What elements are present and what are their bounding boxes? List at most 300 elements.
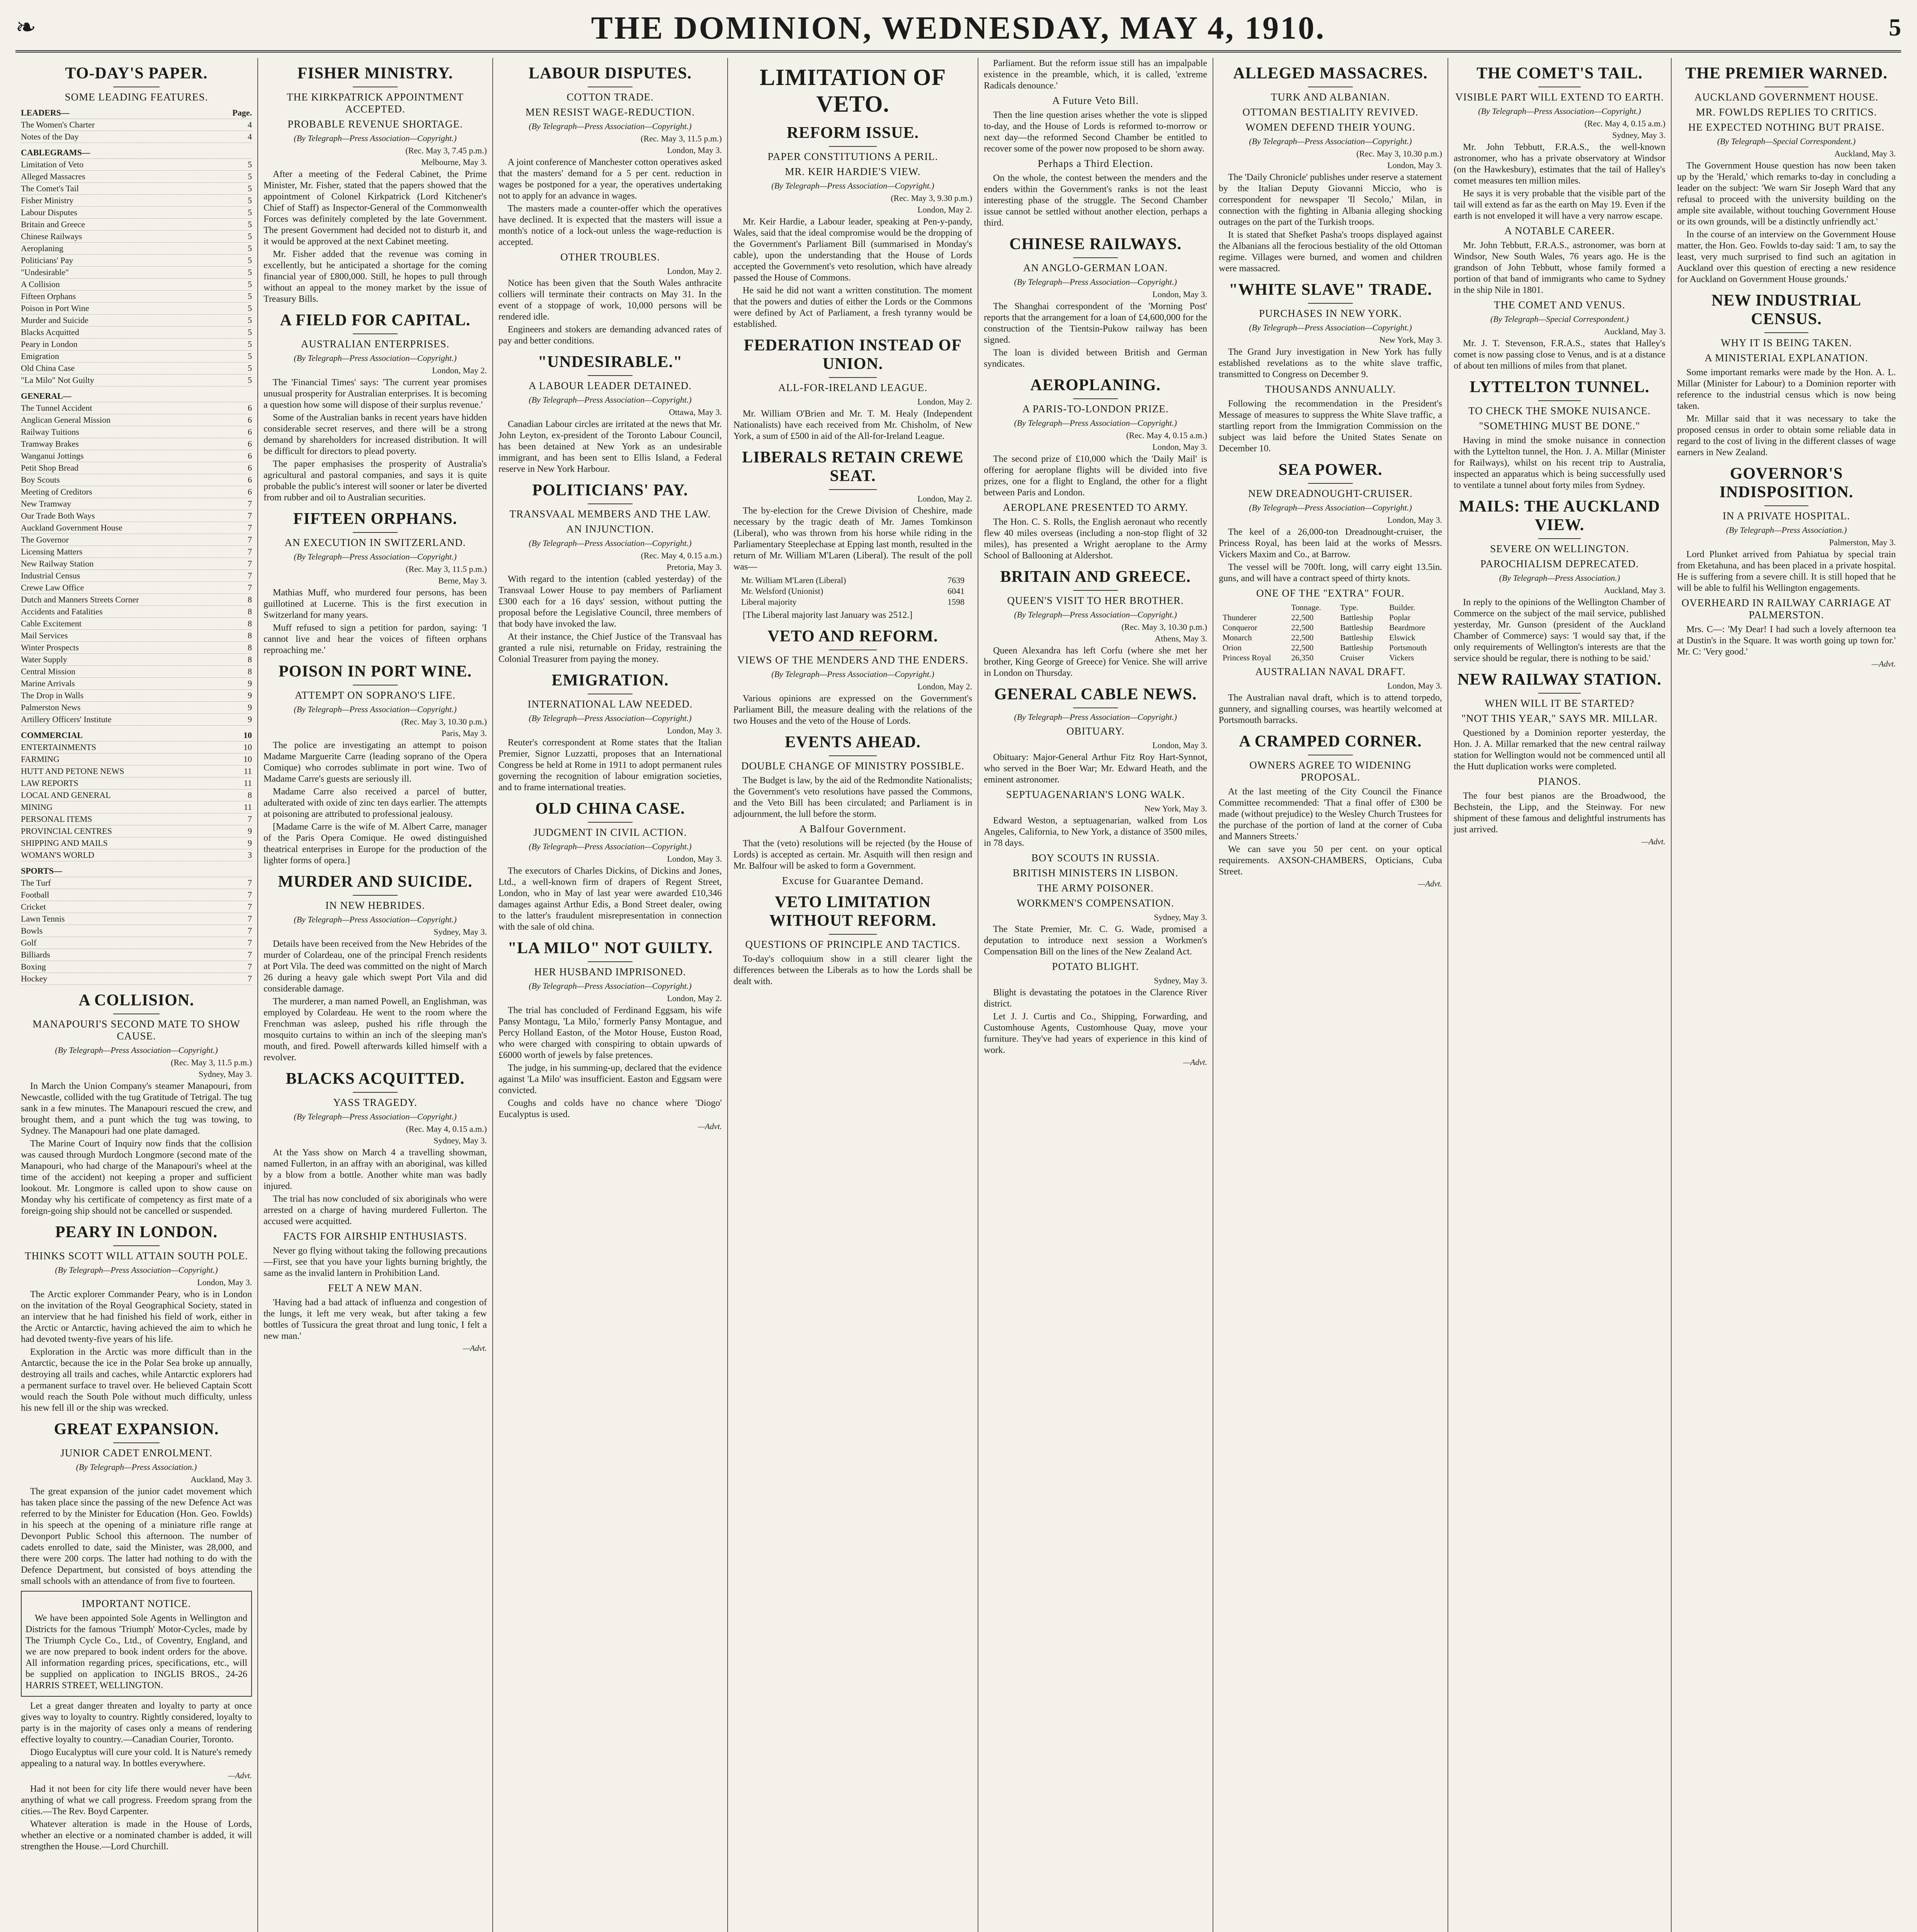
contents-label: Palmerston News [21, 702, 81, 712]
article-paragraph: Blight is devastating the potatoes in the Clarence River district. [984, 988, 1207, 1009]
byline: (By Telegraph—Press Association—Copyright.) [1249, 323, 1412, 332]
headline: LABOUR DISPUTES. [528, 65, 692, 82]
byline: (By Telegraph—Press Association—Copyright.) [294, 1112, 457, 1121]
ship-row [1223, 653, 1438, 663]
headline-rule [1308, 483, 1353, 484]
ship-row [1223, 622, 1438, 633]
dateline: London, May 3. [667, 726, 722, 735]
article-paragraph: Whatever alteration is made in the House of Lords, whether an elective or a nominated chamber is added, it will strengthen the House.—Lord Churchill. [21, 1819, 252, 1852]
contents-row [21, 279, 252, 291]
byline: (By Telegraph—Press Association—Copyright.) [294, 704, 457, 714]
contents-page: 9 [248, 714, 252, 724]
article-paragraph: Engineers and stokers are demanding advanced rates of pay and better conditions. [498, 325, 722, 346]
subheadline: THINKS SCOTT WILL ATTAIN SOUTH POLE. [25, 1250, 248, 1262]
subheadline: TO CHECK THE SMOKE NUISANCE. [1468, 405, 1651, 417]
article-paragraph: [The Liberal majority last January was 2512.] [743, 610, 913, 620]
headline: THE COMET'S TAIL. [1476, 65, 1643, 82]
headline: NEW INDUSTRIAL CENSUS. [1711, 292, 1861, 328]
headline: AEROPLANING. [1030, 376, 1161, 394]
subheadline: HE EXPECTED NOTHING BUT PRAISE. [1688, 121, 1885, 133]
dateline: London, May 2. [917, 205, 972, 214]
contents-label: Wanganui Jottings [21, 451, 84, 461]
dateline: London, May 3. [1152, 289, 1207, 299]
headline-rule [353, 333, 398, 334]
byline: (By Telegraph—Press Association.) [76, 1462, 197, 1472]
dateline: Sydney, May 3. [1154, 976, 1207, 985]
article-paragraph: It is stated that Shefket Pasha's troops displayed against the Albanians all the ferocious bestiality of the old Ottoman regime. Villages were burned, and women and children were massacred. [1219, 230, 1442, 274]
article-paragraph: In the course of an interview on the Government House matter, the Hon. Geo. Fowlds to-day said: 'I am, to say the least, very much surprised to find such an agitation in Auckland over this question of erecting a new residence for Auckland on Government House grounds.' [1677, 230, 1896, 284]
contents-row [21, 973, 252, 985]
contents-row [21, 558, 252, 570]
byline: (By Telegraph—Press Association—Copyright.) [294, 133, 457, 143]
subheadline: A NOTABLE CAREER. [1504, 225, 1615, 236]
subheadline: COTTON TRADE. [566, 91, 654, 103]
vote-count: 7639 [947, 575, 964, 585]
headline-rule [829, 934, 877, 935]
candidate-name: Mr. William M'Laren (Liberal) [741, 575, 846, 585]
article-paragraph: The trial has now concluded of six aboriginals who were arrested on a charge of having murdered Fullerton. The accused were acquitted. [264, 1194, 487, 1226]
article-paragraph: The by-election for the Crewe Division of Cheshire, made necessary by the tragic death of Mr. James Tomkinson (Liberal), who was thrown from his horse while riding in the Parliamentary Steeplechase at Epping last month, resulted in the return of Mr. William M'Laren (Liberal). The result of the poll was— [733, 506, 972, 572]
contents-label: The Turf [21, 878, 51, 888]
contents-row [21, 837, 252, 849]
ship-cell: Cruiser [1340, 653, 1364, 662]
headline: LIMITATION OF VETO. [759, 65, 946, 117]
subheadline: MEN RESIST WAGE-REDUCTION. [525, 106, 695, 118]
contents-label: FARMING [21, 754, 60, 764]
contents-label: Industrial Census [21, 571, 80, 580]
contents-page: 9 [248, 838, 252, 848]
contents-label: Boy Scouts [21, 475, 60, 485]
article-paragraph: To-day's colloquium show in a still clearer light the differences between the Liberals as to how the Lords shall be dealt with. [733, 954, 972, 986]
article-paragraph: Mr. Fisher added that the revenue was coming in excellently, but he anticipated a shortage for the coming financial year of £800,000. Still, he hopes to pull through without an appeal to the money market by the issue of Treasury Bills. [264, 249, 487, 304]
contents-row [21, 570, 252, 582]
headline-rule [588, 503, 633, 504]
dateline: (Rec. May 3, 11.5 p.m.) [171, 1058, 252, 1067]
contents-row [21, 219, 252, 231]
headline: FIFTEEN ORPHANS. [293, 510, 458, 528]
contents-label: COMMERCIAL [21, 730, 83, 740]
contents-row [21, 362, 252, 374]
contents-page: 5 [248, 231, 252, 241]
article-paragraph: Let a great danger threaten and loyalty to party at once gives way to loyalty to country. Rightly considered, loyalty to party is in the majority of cases only a means of rendering effective loyalty to country.—Canadian Courier, Toronto. [21, 1701, 252, 1745]
contents-label: Petit Shop Bread [21, 463, 79, 473]
contents-row [21, 131, 252, 143]
contents-label: Accidents and Fatalities [21, 607, 103, 616]
article-paragraph: The Budget is law, by the aid of the Redmondite Nationalists; the Government's veto resolutions have passed the Commons, and the Veto Bill has been circulated; and Parliament is in adjournment, the lull before the storm. [733, 776, 972, 819]
contents-row [21, 498, 252, 510]
dateline: London, May 3. [1387, 515, 1442, 525]
contents-page: 5 [248, 303, 252, 313]
subheadline: "SOMETHING MUST BE DONE." [1479, 420, 1640, 432]
ship-cell: Battleship [1340, 633, 1373, 642]
subheadline: HER HUSBAND IMPRISONED. [534, 966, 686, 978]
headline: LYTTELTON TUNNEL. [1470, 378, 1650, 396]
contents-label: LAW REPORTS [21, 778, 78, 788]
subheadline: AUCKLAND GOVERNMENT HOUSE. [1694, 91, 1879, 103]
contents-page: 7 [248, 962, 252, 971]
contents-row [21, 171, 252, 183]
byline: (By Telegraph—Press Association—Copyright.) [529, 538, 692, 548]
article-paragraph: 'Having had a bad attack of influenza and congestion of the lungs, it left me very weak, but after taking a few bottles of Tussicura the great throat and lung tonic, I felt a new man.' [264, 1298, 487, 1341]
subheadline: AN EXECUTION IN SWITZERLAND. [284, 537, 466, 548]
contents-label: The Tunnel Accident [21, 403, 92, 413]
article-paragraph: Then the line question arises whether the vote is slipped to-day, and the House of Lords is reformed to-morrow or next day—the reformed Second Chamber be entitled to recover some of the power now proposed to be shorn away. [984, 110, 1207, 154]
dateline: London, May 2. [917, 682, 972, 691]
contents-page: 8 [248, 643, 252, 652]
contents-row [21, 913, 252, 925]
contents-row [21, 546, 252, 558]
masthead-ornament: ❧ [15, 14, 36, 41]
subheadline: FELT A NEW MAN. [328, 1282, 423, 1294]
contents-label: Water Supply [21, 655, 67, 664]
headline-rule [1538, 538, 1581, 539]
contents-row [21, 618, 252, 630]
byline: (By Telegraph—Press Association—Copyright.) [771, 669, 934, 679]
contents-label: Licensing Matters [21, 547, 83, 556]
contents-label: Railway Tuitions [21, 427, 79, 437]
subheadline: "NOT THIS YEAR," SAYS MR. MILLAR. [1461, 713, 1658, 724]
ship-cell: Poplar [1389, 613, 1410, 622]
subheadline: BRITISH MINISTERS IN LISBON. [1012, 867, 1179, 879]
contents-label: Our Trade Both Ways [21, 511, 95, 520]
contents-page: Page. [232, 108, 252, 117]
dateline: New York, May 3. [1379, 335, 1442, 345]
contents-label: A Collision [21, 279, 60, 289]
contents-label: The Governor [21, 535, 69, 544]
contents-row [21, 243, 252, 255]
contents-page: 6 [248, 415, 252, 425]
contents-page: 7 [248, 974, 252, 983]
subheadline: QUESTIONS OF PRINCIPLE AND TACTICS. [745, 939, 961, 950]
subheadline: THOUSANDS ANNUALLY. [1265, 383, 1396, 395]
subheadline: OTHER TROUBLES. [560, 251, 660, 263]
dateline: Sydney, May 3. [1612, 130, 1665, 140]
ship-cell: 22,500 [1291, 613, 1314, 622]
ship-row [1223, 643, 1438, 653]
contents-label: Britain and Greece [21, 219, 85, 229]
contents-label: "Undesirable" [21, 267, 69, 277]
article-paragraph: We can save you 50 per cent. on your optical requirements. AXSON-CHAMBERS, Opticians, Cuba Street. [1219, 844, 1442, 877]
contents-page: 7 [248, 902, 252, 912]
subheadline: AEROPLANE PRESENTED TO ARMY. [1003, 502, 1188, 513]
article-paragraph: Obituary: Major-General Arthur Fitz Roy Hart-Synnot, who served in the Boer War; Mr. Edward Heath, and the eminent astronomer. [984, 752, 1207, 785]
contents-row [21, 183, 252, 195]
contents-label: Fifteen Orphans [21, 291, 76, 301]
byline: (By Telegraph—Press Association—Copyright.) [294, 552, 457, 561]
contents-page: 7 [248, 914, 252, 923]
ship-cell: Builder. [1389, 603, 1415, 612]
headline: A CRAMPED CORNER. [1239, 733, 1422, 750]
subheadline: YASS TRAGEDY. [333, 1097, 417, 1108]
contents-page: 8 [248, 655, 252, 664]
contents-row [21, 267, 252, 279]
article-paragraph: The four best pianos are the Broadwood, the Bechstein, the Lipp, and the Steinway. For new shipment of these famous and delightful instruments has just arrived. [1454, 791, 1665, 835]
subheadline: A LABOUR LEADER DETAINED. [529, 380, 692, 391]
dateline: London, May 3. [667, 854, 722, 864]
headline-rule [1764, 505, 1808, 506]
article-paragraph: Some of the Australian banks in recent years have hidden considerable secret reserves, and there will be a strong demand by shareholders for increased distribution. It will be difficult for directors to plead poverty. [264, 413, 487, 456]
contents-row [21, 753, 252, 765]
subheadline: NEW DREADNOUGHT-CRUISER. [1248, 488, 1413, 499]
ship-row [1223, 633, 1438, 643]
subheadline: FACTS FOR AIRSHIP ENTHUSIASTS. [283, 1230, 467, 1242]
subheadline: WORKMEN'S COMPENSATION. [1017, 897, 1174, 909]
notice-text: We have been appointed Sole Agents in Wellington and Districts for the famous 'Triumph' Motor-Cycles, made by The Triumph Cycle Co., Ltd., of Coventry, England, and we are now prepared to book indent orders for the above. All information regarding prices, specifications, etc., will be supplied on application to INGLIS BROS., 24-26 HARRIS STREET, WELLINGTON. [26, 1613, 247, 1690]
article-paragraph: The murderer, a man named Powell, an Englishman, was employed by Colardeau. He went to the room where the Frenchman was asleep, pushed his rifle through the mosquito curtains to within an inch of the sleeping man's mouth, and fired. Powell afterwards killed himself with a revolver. [264, 997, 487, 1063]
article-paragraph: The 'Financial Times' says: 'The current year promises unusual prosperity for Australian enterprises. It is becoming a question how some will dispose of their surplus revenue.' [264, 378, 487, 410]
contents-label: Central Mission [21, 667, 76, 676]
dateline: Ottawa, May 3. [669, 407, 722, 417]
ship-cell: Battleship [1340, 623, 1373, 632]
subheadline: PIANOS. [1538, 776, 1581, 787]
ship-row [1223, 612, 1438, 622]
headline: EVENTS AHEAD. [785, 733, 921, 751]
contents-page: 10 [243, 730, 252, 740]
subheadline: PAROCHIALISM DEPRECATED. [1480, 558, 1639, 570]
subheadline: PAPER CONSTITUTIONS A PERIL. [767, 151, 938, 162]
headline: NEW RAILWAY STATION. [1458, 671, 1662, 689]
article-paragraph: Never go flying without taking the following precautions—First, see that you have your lights burning brightly, the same as the invalid lantern in Prohibition Land. [264, 1246, 487, 1278]
contents-label: SPORTS— [21, 866, 62, 876]
dateline: Pretoria, May 3. [667, 562, 722, 572]
contents-label: CABLEGRAMS— [21, 148, 90, 157]
headline: LIBERALS RETAIN CREWE SEAT. [742, 449, 964, 485]
contents-list [21, 107, 252, 985]
headline-rule [829, 755, 877, 756]
ship-row [1223, 602, 1438, 612]
headline-rule [829, 377, 877, 378]
ship-cell: Thunderer [1223, 613, 1257, 622]
contents-row [21, 374, 252, 386]
headline: CHINESE RAILWAYS. [1009, 235, 1182, 253]
contents-label: Mail Services [21, 631, 68, 640]
contents-row [21, 730, 252, 742]
dateline: (Rec. May 3, 10.30 p.m.) [401, 717, 487, 726]
subheadline: AN INJUNCTION. [566, 523, 654, 535]
contents-label: Anglican General Mission [21, 415, 111, 425]
contents-label: Peary in London [21, 339, 78, 349]
byline: (By Telegraph—Press Association—Copyright.) [1014, 610, 1177, 619]
contents-label: HUTT AND PETONE NEWS [21, 766, 124, 776]
dateline: Sydney, May 3. [434, 927, 487, 937]
contents-label: Winter Prospects [21, 643, 79, 652]
ship-cell: Vickers [1389, 653, 1414, 662]
contents-row [21, 474, 252, 486]
column-7 [1448, 58, 1672, 1932]
contents-row [21, 949, 252, 961]
article-paragraph: He said he did not want a written constitution. The moment that the powers and duties of either the Lords or the Commons were defined by Act of Parliament, a fresh tyranny would be established. [733, 286, 972, 329]
contents-page: 5 [248, 267, 252, 277]
contents-row [21, 789, 252, 801]
contents-label: Limitation of Veto [21, 160, 84, 169]
byline: (By Telegraph—Press Association—Copyright.) [55, 1045, 218, 1055]
contents-page: 5 [248, 172, 252, 181]
contents-page: 6 [248, 463, 252, 473]
subheadline: IN NEW HEBRIDES. [325, 900, 425, 911]
contents-label: Murder and Suicide [21, 315, 88, 325]
contents-row [21, 849, 252, 861]
advertisement-mark: —Advt. [463, 1344, 487, 1353]
article-paragraph: Mr. Millar said that it was necessary to take the proposed census in order to obtain some reliable data in regard to the cost of living in the different classes of wage earners in New Zealand. [1677, 414, 1896, 457]
headline-rule [1073, 257, 1118, 258]
column-8 [1672, 58, 1901, 1932]
contents-label: Notes of the Day [21, 132, 79, 141]
article-paragraph: Details have been received from the New Hebrides of the murder of Colardeau, one of the principal French residents at Port Vila. The deed was committed on the night of March 26 during a heavy gale which swept Port Vila and did considerable damage. [264, 939, 487, 994]
contents-page: 11 [243, 766, 252, 776]
subheadline: SOME LEADING FEATURES. [65, 91, 208, 103]
subheadline: OVERHEARD IN RAILWAY CARRIAGE AT PALMERSTON. [1681, 597, 1891, 621]
article-paragraph: Queen Alexandra has left Corfu (where she met her brother, King George of Greece) for Venice. She will arrive in London on Thursday. [984, 646, 1207, 678]
headline-rule [353, 1092, 398, 1093]
byline: (By Telegraph—Special Correspondent.) [1490, 314, 1629, 324]
article-paragraph: The Australian naval draft, which is to attend torpedo, gunnery, and signalling courses, was heartily welcomed at Portsmouth barracks. [1219, 693, 1442, 725]
dateline: Palmerston, May 3. [1829, 537, 1896, 547]
advertisement-mark: —Advt. [228, 1771, 252, 1780]
contents-label: Hockey [21, 974, 48, 983]
contents-label: Aeroplaning [21, 243, 63, 253]
column-4 [728, 58, 978, 1932]
article-paragraph: The Marine Court of Inquiry now finds that the collision was caused through Murdoch Longmore (second mate of the Manapouri, who had charge of the Manapouri's wheel at the time of the accident) not keeping a proper and sufficient lookout. Mr. Longmore is called upon to show cause on Monday why his certificate of competency as first mate of a foreign-going ship should not be cancelled or suspended. [21, 1139, 252, 1216]
subheadline: PURCHASES IN NEW YORK. [1259, 308, 1402, 319]
dateline: Athens, May 3. [1155, 634, 1207, 643]
headline: A FIELD FOR CAPITAL. [280, 311, 471, 329]
dateline: (Rec. May 4, 0.15 a.m.) [1584, 119, 1665, 128]
contents-page: 5 [248, 160, 252, 169]
contents-row [21, 690, 252, 702]
contents-row [21, 877, 252, 889]
article-paragraph: Mr. John Tebbutt, F.R.A.S., astronomer, was born at Windsor, New South Wales, 76 years ago. He is the grandson of John Tebbutt, whose family formed a portion of that band of immigrants who came to Sydney in the ship Nile in 1801. [1454, 240, 1665, 295]
article-paragraph: The great expansion of the junior cadet movement which has taken place since the passing of the new Defence Act was referred to by the Minister for Education (Hon. Geo. Fowlds) in his speech at the opening of a miniature rifle range at Devonport Public School this afternoon. The number of cadets enrolled to date, said the Minister, was 28,000, and there were 200 corps. The latter had nothing to do with the Defence Department, but consisted of boys attending the small schools with an attendance of from five to fourteen. [21, 1486, 252, 1586]
article-paragraph: The loan is divided between British and German syndicates. [984, 348, 1207, 369]
contents-row [21, 402, 252, 414]
byline: (By Telegraph—Press Association.) [1726, 525, 1847, 535]
contents-page: 7 [248, 559, 252, 568]
article-paragraph: The judge, in his summing-up, declared that the evidence against 'La Milo' was insufficient. Easton and Eggsam were convicted. [498, 1063, 722, 1095]
article-paragraph: [Madame Carre is the wife of M. Albert Carre, manager of the Paris Opera Comique. He owed distinguished theatrical enterprises in Europe for the production of the lighter forms of opera.] [264, 822, 487, 866]
contents-row [21, 255, 252, 267]
headline-rule [588, 961, 633, 962]
dateline: New York, May 3. [1144, 804, 1207, 813]
newspaper-title: THE DOMINION, WEDNESDAY, MAY 4, 1910. [591, 10, 1326, 46]
article-paragraph: Mr. John Tebbutt, F.R.A.S., the well-known astronomer, who has a private observatory at Windsor (on the Hawkesbury), estimates that the tail of Halley's comet measures ten million miles. [1454, 142, 1665, 186]
poll-row [741, 575, 964, 586]
headline: GENERAL CABLE NEWS. [994, 685, 1197, 703]
contents-page: 7 [248, 890, 252, 900]
contents-row [21, 642, 252, 654]
headline: POISON IN PORT WINE. [278, 663, 472, 680]
article-paragraph: The Hon. C. S. Rolls, the English aeronaut who recently flew 40 miles overseas (including a non-stop flight of 32 miles), has presented a Wright aeroplane to the Army School of Ballooning at Aldershot. [984, 517, 1207, 561]
subheadline: A Future Veto Bill. [1052, 95, 1139, 106]
advertisement-mark: —Advt. [1418, 879, 1442, 888]
masthead [15, 8, 1901, 53]
contents-label: The Women's Charter [21, 120, 95, 129]
byline: (By Telegraph—Special Correspondent.) [1717, 136, 1856, 146]
contents-row [21, 777, 252, 789]
headline: BLACKS ACQUITTED. [286, 1070, 465, 1088]
contents-row [21, 303, 252, 315]
contents-page: 8 [248, 619, 252, 628]
contents-page: 5 [248, 219, 252, 229]
byline: (By Telegraph—Press Association—Copyright.) [529, 121, 692, 131]
contents-label: Billiards [21, 950, 50, 959]
article-paragraph: Coughs and colds have no chance where 'Diogo' Eucalyptus is used. [498, 1098, 722, 1119]
subheadline: A Balfour Government. [799, 823, 907, 835]
contents-row [21, 327, 252, 338]
article-paragraph: The second prize of £10,000 which the 'Daily Mail' is offering for aeroplane flights will be divided into five prizes, one for a flight to England, the other for a flight between Paris and London. [984, 454, 1207, 498]
subheadline: INTERNATIONAL LAW NEEDED. [527, 698, 693, 710]
headline-rule [1764, 332, 1808, 333]
contents-page: 7 [248, 499, 252, 509]
contents-row [21, 338, 252, 350]
notice-box [21, 1591, 252, 1697]
dateline: London, May 2. [667, 266, 722, 276]
subheadline: OTTOMAN BESTIALITY REVIVED. [1242, 106, 1419, 118]
headline: ALLEGED MASSACRES. [1233, 65, 1428, 82]
dateline: Sydney, May 3. [434, 1136, 487, 1145]
byline: (By Telegraph—Press Association—Copyright.) [1014, 277, 1177, 287]
headline: BRITAIN AND GREECE. [1000, 568, 1191, 586]
contents-label: Golf [21, 938, 37, 947]
contents-page: 9 [248, 826, 252, 836]
subheadline: A PARIS-TO-LONDON PRIZE. [1022, 403, 1169, 415]
dateline: (Rec. May 4, 0.15 a.m.) [641, 551, 722, 560]
headline: OLD CHINA CASE. [535, 800, 685, 818]
contents-page: 6 [248, 487, 252, 497]
dateline: Paris, May 3. [441, 728, 487, 738]
dateline: London, May 3. [197, 1277, 252, 1287]
contents-row [21, 390, 252, 402]
contents-label: Emigration [21, 351, 59, 361]
candidate-name: Mr. Welsford (Unionist) [741, 586, 823, 596]
article-paragraph: Mr. Keir Hardie, a Labour leader, speaking at Pen-y-pandy, Wales, said that the ideal compromise would be the dropping of the Government's Parliament Bill (summarised in Monday's cable), upon the understanding that the House of Lords accepted the Government's veto resolution, which have already passed the House of Commons. [733, 217, 972, 283]
column-2 [258, 58, 493, 1932]
contents-page: 6 [248, 451, 252, 461]
article-paragraph: Having in mind the smoke nuisance in connection with the Lyttelton tunnel, the Hon. J. A. Millar (Minister for Railways), whilst on his recent trip to Australia, inspected an apparatus which is being successfully used to ventilate a tunnel about forty miles from Sydney. [1454, 435, 1665, 490]
dateline: (Rec. May 4, 0.15 a.m.) [1126, 430, 1207, 440]
ship-cell: 26,350 [1291, 653, 1314, 662]
article-paragraph: Mr. J. T. Stevenson, F.R.A.S., states that Halley's comet is now passing close to Venus, and is at a distance of about ten millions of miles from that planet. [1454, 338, 1665, 371]
ship-cell: Elswick [1389, 633, 1415, 642]
contents-row [21, 486, 252, 498]
contents-page: 11 [243, 778, 252, 788]
contents-page: 3 [248, 850, 252, 860]
dateline: London, May 2. [917, 397, 972, 406]
dateline: London, May 2. [917, 494, 972, 503]
contents-page: 7 [248, 571, 252, 580]
headline: PEARY IN LONDON. [55, 1223, 218, 1241]
ship-cell: Type. [1340, 603, 1359, 612]
contents-row [21, 961, 252, 973]
poll-row [741, 586, 964, 597]
headline-rule [1538, 400, 1581, 401]
ship-cell: Orion [1223, 643, 1242, 652]
article-paragraph: After a meeting of the Federal Cabinet, the Prime Minister, Mr. Fisher, stated that the papers showed that the appointment of Colonel Kirkpatrick (Lord Kitchener's Chief of Staff) as Inspector-General of the Commonwealth Forces was definitely completed by the late Government. The present Government had decided not to disturb it, and it would be approved at the next Cabinet meeting. [264, 169, 487, 247]
ship-cell: Conqueror [1223, 623, 1257, 632]
headline-rule [588, 375, 633, 376]
contents-row [21, 714, 252, 726]
contents-row [21, 195, 252, 207]
contents-label: Dutch and Manners Streets Corner [21, 595, 139, 604]
subheadline: WOMEN DEFEND THEIR YOUNG. [1245, 121, 1415, 133]
dateline: Auckland, May 3. [1604, 327, 1665, 336]
contents-row [21, 865, 252, 877]
subheadline: SEPTUAGENARIAN'S LONG WALK. [1006, 789, 1185, 800]
subheadline: AUSTRALIAN ENTERPRISES. [301, 338, 450, 350]
dateline: Sydney, May 3. [199, 1069, 252, 1079]
contents-page: 6 [248, 475, 252, 485]
contents-row [21, 522, 252, 534]
contents-label: Poison in Port Wine [21, 303, 89, 313]
